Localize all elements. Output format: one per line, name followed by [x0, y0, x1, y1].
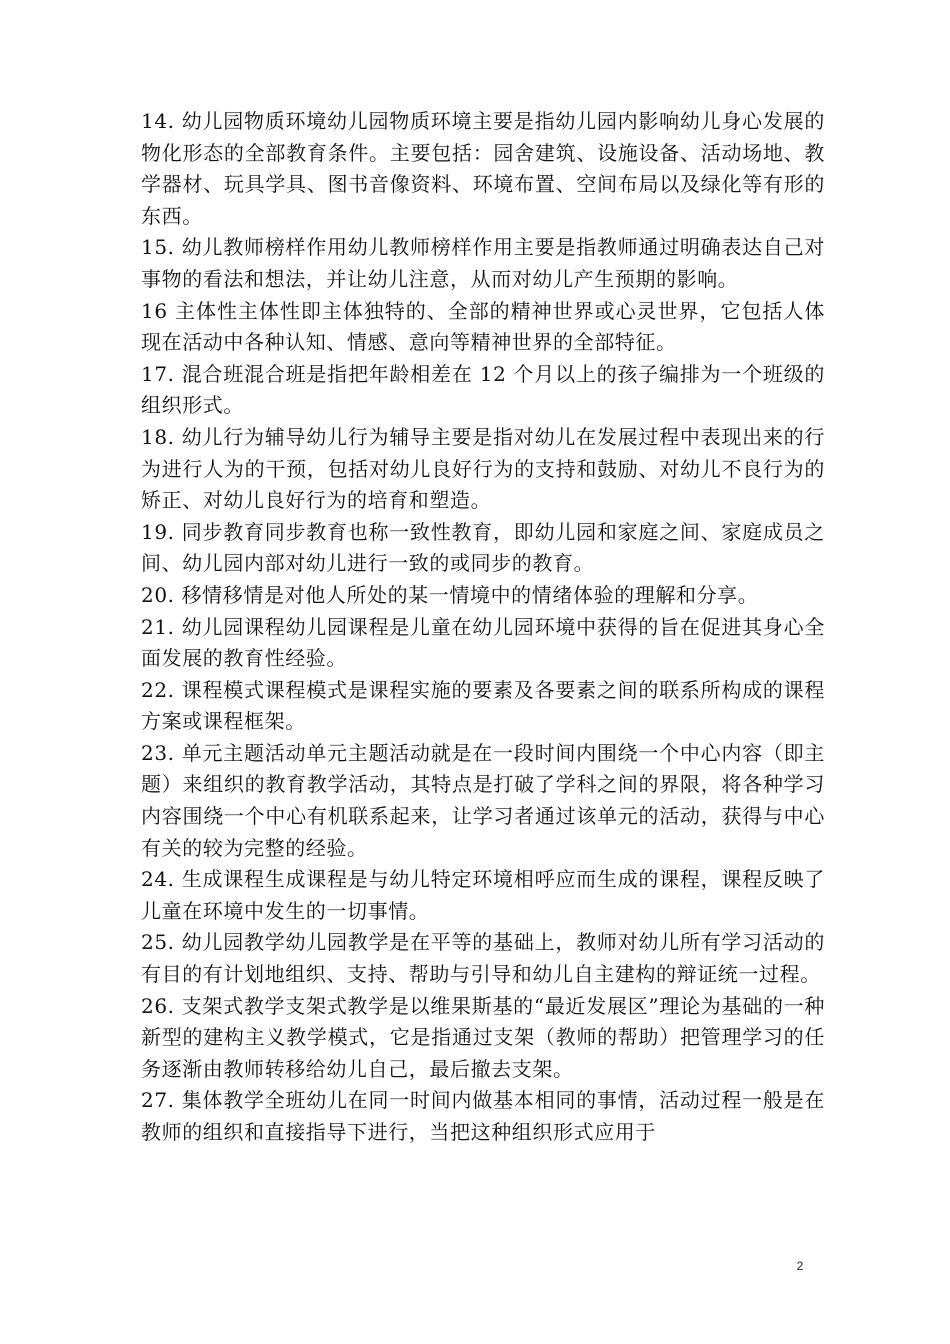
paragraph-19: 19. 同步教育同步教育也称一致性教育，即幼儿园和家庭之间、家庭成员之间、幼儿园内部对幼儿进行一致的或同步的教育。 — [141, 519, 825, 576]
paragraph-27: 27. 集体教学全班幼儿在同一时间内做基本相同的事情，活动过程一般是在教师的组织和直接指导下进行，当把这种组织形式应用于 — [141, 1088, 825, 1144]
paragraph-23: 23. 单元主题活动单元主题活动就是在一段时间内围绕一个中心内容（即主题）来组织的教育教学活动，其特点是打破了学科之间的界限，将各种学习内容围绕一个中心有机联系起来，让学习者通过该单元的活动，获得与中心有关的较为完整的经验。 — [141, 740, 825, 860]
paragraph-17: 17. 混合班混合班是指把年龄相差在 12 个月以上的孩子编排为一个班级的组织形式。 — [141, 361, 825, 418]
paragraph-24: 24. 生成课程生成课程是与幼儿特定环境相呼应而生成的课程，课程反映了儿童在环境中发生的一切事情。 — [141, 867, 825, 923]
page-number: 2 — [796, 1259, 804, 1273]
paragraph-15: 15. 幼儿教师榜样作用幼儿教师榜样作用主要是指教师通过明确表达自己对事物的看法和想法，并让幼儿注意，从而对幼儿产生预期的影响。 — [141, 235, 825, 291]
paragraph-14: 14. 幼儿园物质环境幼儿园物质环境主要是指幼儿园内影响幼儿身心发展的物化形态的全部教育条件。主要包括：园舍建筑、设施设备、活动场地、教学器材、玩具学具、图书音像资料、环境布置、空间布局以及绿化等有形的东西。 — [141, 109, 825, 228]
paragraph-16: 16 主体性主体性即主体独特的、全部的精神世界或心灵世界，它包括人体现在活动中各种认知、情感、意向等精神世界的全部特征。 — [141, 298, 825, 355]
paragraph-25: 25. 幼儿园教学幼儿园教学是在平等的基础上，教师对幼儿所有学习活动的有目的有计划地组织、支持、帮助与引导和幼儿自主建构的辩证统一过程。 — [141, 930, 825, 987]
paragraph-21: 21. 幼儿园课程幼儿园课程是儿童在幼儿园环境中获得的旨在促进其身心全面发展的教育性经验。 — [141, 614, 825, 671]
paragraph-20: 20. 移情移情是对他人所处的某一情境中的情绪体验的理解和分享。 — [141, 582, 759, 607]
paragraph-26: 26. 支架式教学支架式教学是以维果斯基的“最近发展区”理论为基础的一种新型的建构主义教学模式，它是指通过支架（教师的帮助）把管理学习的任务逐渐由教师转移给幼儿自己，最后撤去支架。 — [141, 993, 825, 1081]
paragraph-18: 18. 幼儿行为辅导幼儿行为辅导主要是指对幼儿在发展过程中表现出来的行为进行人为的干预，包括对幼儿良好行为的支持和鼓励、对幼儿不良行为的矫正、对幼儿良好行为的培育和塑造。 — [141, 424, 825, 513]
paragraph-22: 22. 课程模式课程模式是课程实施的要素及各要素之间的联系所构成的课程方案或课程框架。 — [141, 677, 825, 734]
body-text — [141, 106, 825, 1149]
